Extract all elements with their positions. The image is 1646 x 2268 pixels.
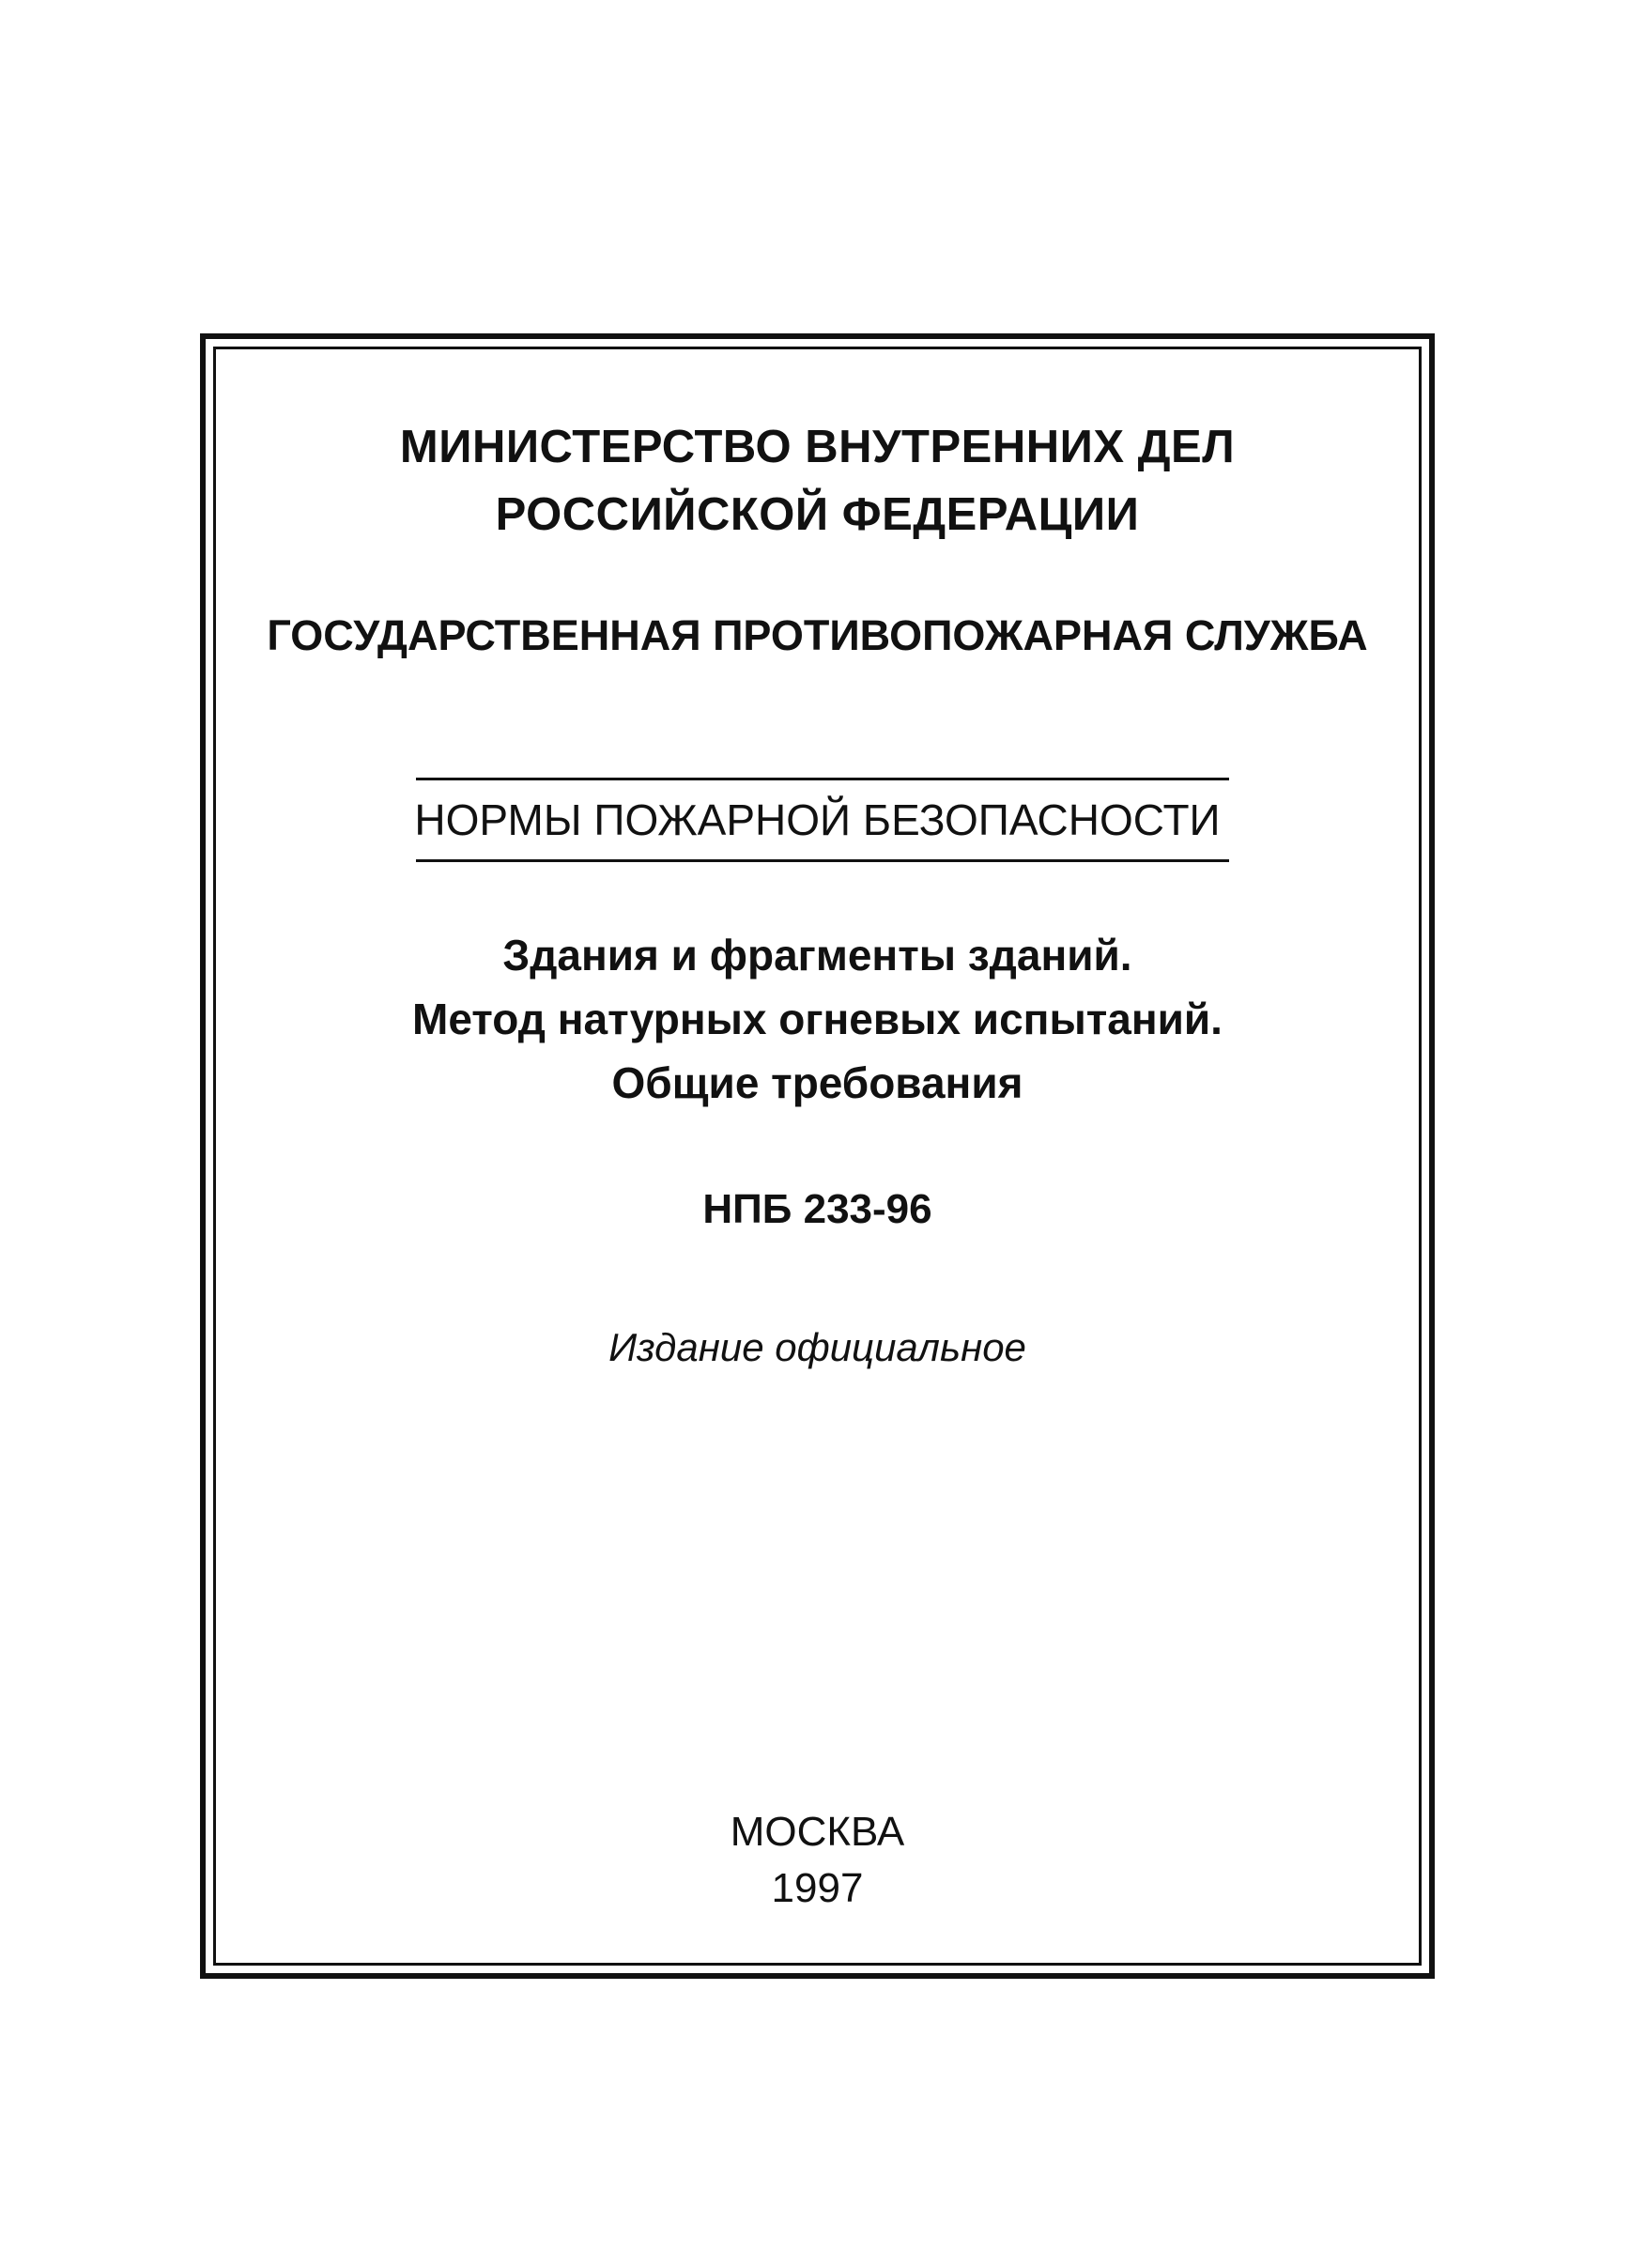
service-heading: ГОСУДАРСТВЕННАЯ ПРОТИВОПОЖАРНАЯ СЛУЖБА bbox=[267, 611, 1368, 659]
publication-city: МОСКВА bbox=[730, 1809, 905, 1855]
publication-year: 1997 bbox=[771, 1865, 864, 1911]
edition-note: Издание официальное bbox=[608, 1325, 1026, 1369]
divider-top bbox=[416, 778, 1229, 780]
ministry-heading bbox=[200, 413, 1435, 548]
document-title bbox=[200, 923, 1435, 1115]
document-code: НПБ 233-96 bbox=[702, 1186, 932, 1232]
title-line-2: Метод натурных огневых испытаний. bbox=[412, 995, 1223, 1043]
ministry-line-2: РОССИЙСКОЙ ФЕДЕРАЦИИ bbox=[495, 489, 1140, 540]
title-line-1: Здания и фрагменты зданий. bbox=[502, 931, 1132, 980]
cover-page bbox=[200, 333, 1435, 1979]
title-line-3: Общие требования bbox=[611, 1058, 1023, 1107]
divider-bottom bbox=[416, 859, 1229, 862]
norms-heading: НОРМЫ ПОЖАРНОЙ БЕЗОПАСНОСТИ bbox=[414, 795, 1221, 844]
ministry-line-1: МИНИСТЕРСТВО ВНУТРЕННИХ ДЕЛ bbox=[399, 422, 1236, 472]
